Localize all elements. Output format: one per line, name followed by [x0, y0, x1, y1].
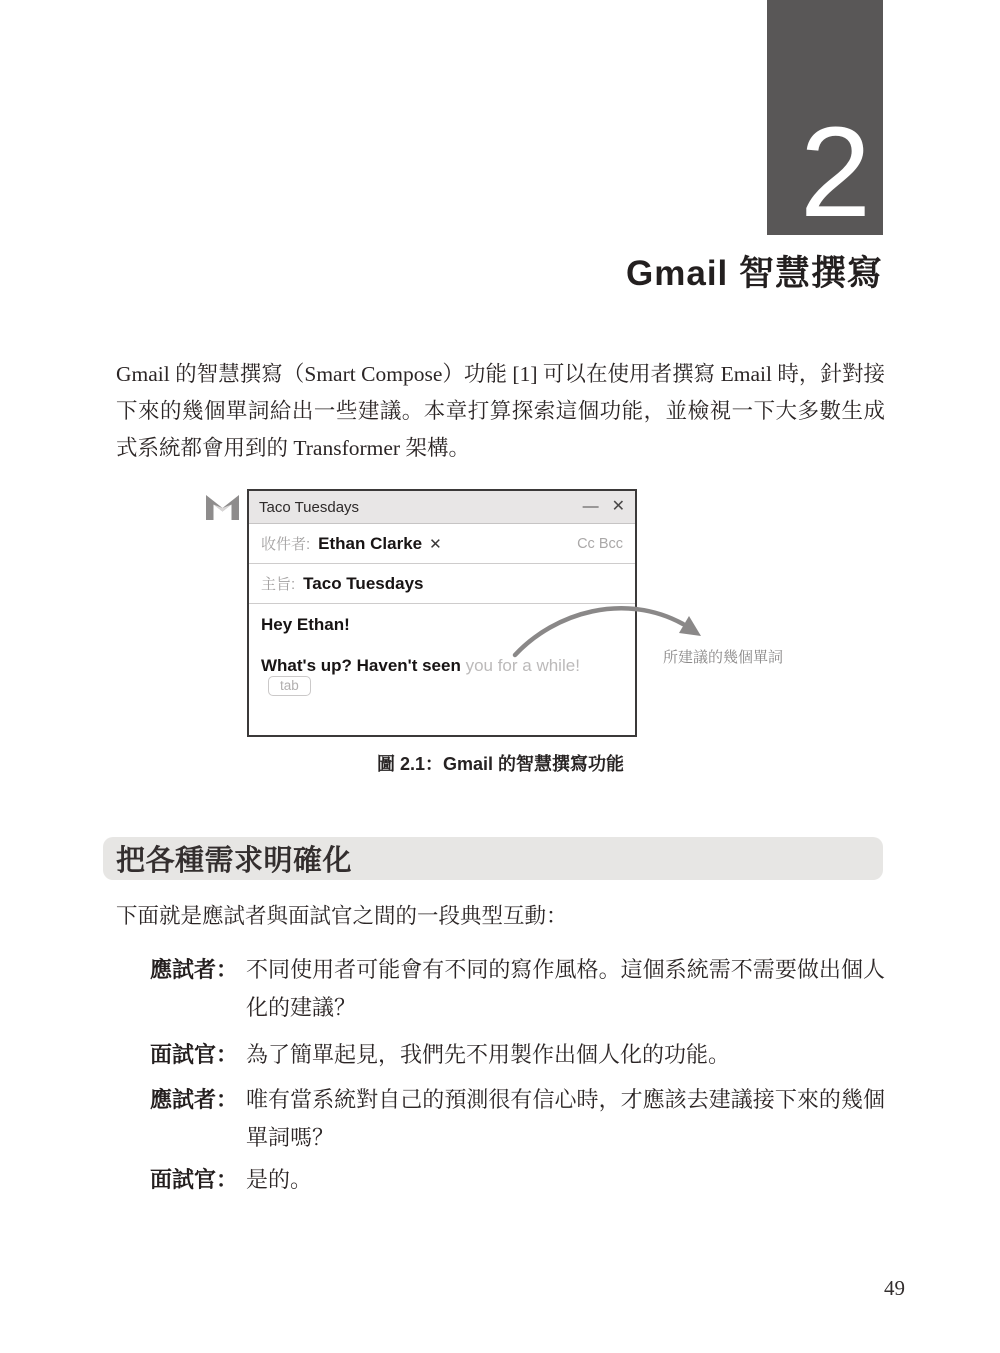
dialogue-row [150, 1161, 885, 1199]
chapter-title: Gmail 智慧撰寫 [626, 254, 883, 293]
section-heading: 把各種需求明確化 [116, 845, 353, 877]
remove-recipient-icon[interactable]: ✕ [429, 535, 442, 553]
page-number: 49 [884, 1276, 905, 1300]
tab-key-hint[interactable]: tab [268, 676, 311, 696]
speech-text: 不同使用者可能會有不同的寫作風格。這個系統需不需要做出個人化的建議？ [246, 957, 885, 1020]
window-controls [583, 499, 625, 515]
body-greeting: Hey Ethan! [261, 615, 350, 634]
subject-value: Taco Tuesdays [303, 573, 424, 593]
dialogue-row [150, 951, 885, 1027]
speech-text: 為了簡單起見，我們先不用製作出個人化的功能。 [246, 1042, 731, 1067]
figure-caption: 圖 2.1：Gmail 的智慧撰寫功能 [376, 754, 625, 774]
dialogue-row [150, 1081, 885, 1157]
dialogue-row [150, 1036, 885, 1074]
speaker-label: 應試者： [150, 1087, 239, 1112]
figure-gmail-smart-compose [200, 484, 900, 746]
speech-text: 唯有當系統對自己的預測很有信心時，才應該去建議接下來的幾個單詞嗎？ [246, 1087, 885, 1150]
recipient-label: 收件者: [261, 536, 311, 553]
suggested-text: you for a while! [465, 656, 580, 675]
section-heading-bar [103, 837, 883, 880]
minimize-icon[interactable]: — [582, 498, 599, 515]
chapter-number: 2 [799, 101, 871, 244]
annotation-suggested-words: 所建議的幾個單詞 [663, 649, 784, 666]
recipient-name: Ethan Clarke [318, 533, 423, 553]
chapter-banner [767, 0, 883, 244]
speech-text: 是的。 [246, 1167, 313, 1192]
body-sentence [261, 656, 623, 696]
recipient-row [249, 524, 635, 564]
message-body[interactable] [249, 604, 635, 707]
cc-bcc-links[interactable]: Cc Bcc [577, 535, 623, 552]
speaker-label: 面試官： [150, 1042, 239, 1067]
compose-window [247, 489, 637, 737]
compose-window-title: Taco Tuesdays [259, 498, 360, 516]
speaker-label: 應試者： [150, 957, 239, 982]
gmail-logo-icon [204, 492, 241, 521]
speaker-label: 面試官： [150, 1167, 239, 1192]
section-lead: 下面就是應試者與面試官之間的一段典型互動： [116, 904, 568, 928]
intro-paragraph: Gmail 的智慧撰寫（Smart Compose）功能 [1] 可以在使用者撰寫 Email 時，針對接下來的幾個單詞給出一些建議。本章打算探索這個功能，並檢視一下大多數生成式系統都會用到的 Transformer 架構。 [116, 362, 885, 460]
subject-label: 主旨: [261, 576, 296, 593]
compose-window-titlebar [249, 491, 635, 524]
typed-text: What's up? Haven't seen [261, 656, 461, 675]
subject-row [249, 564, 635, 604]
close-icon[interactable]: ✕ [611, 498, 625, 515]
